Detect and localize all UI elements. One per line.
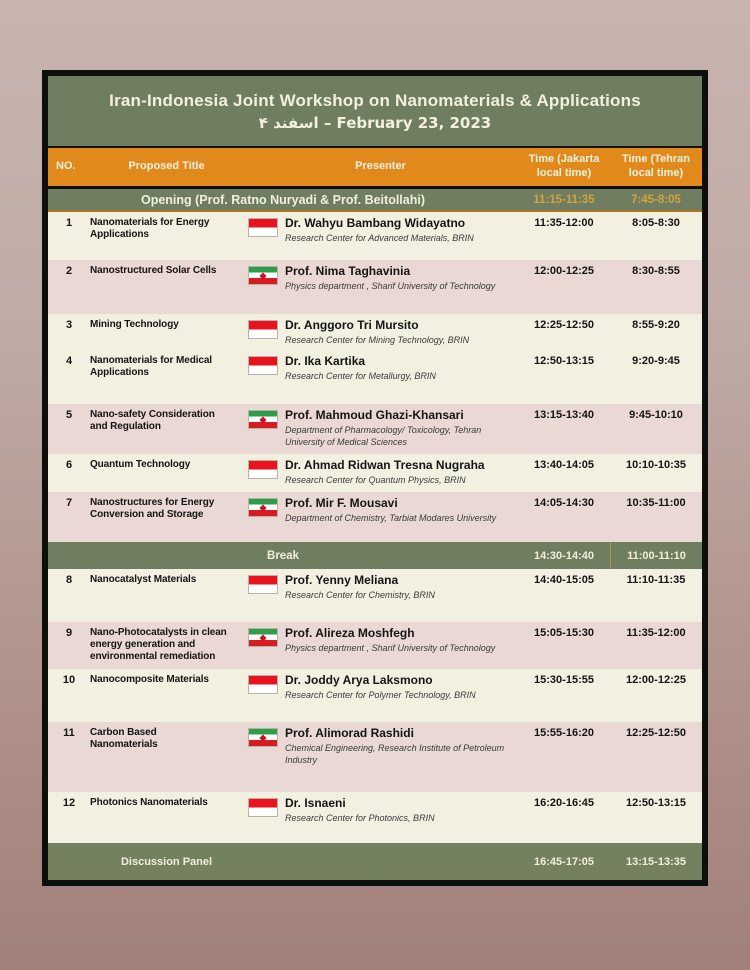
presenter-name: Dr. Wahyu Bambang Widayatno — [285, 216, 466, 230]
time-jakarta: 16:20-16:45 — [534, 797, 594, 809]
iran-flag-icon — [248, 728, 278, 747]
time-tehran: 10:10-10:35 — [626, 459, 686, 471]
presenter-info — [285, 409, 508, 448]
time-tehran: 8:30-8:55 — [632, 265, 680, 277]
session-title: Carbon Based Nanomaterials — [90, 727, 158, 751]
presenter-info — [285, 574, 435, 601]
session-number: 5 — [65, 409, 73, 421]
session-number: 8 — [65, 574, 73, 586]
session-number: 11 — [63, 727, 75, 739]
time-jakarta: 11:35-12:00 — [534, 217, 594, 229]
presenter-cell — [243, 319, 518, 346]
presenter-name: Dr. Ahmad Ridwan Tresna Nugraha — [285, 458, 485, 472]
time-tehran: 11:10-11:35 — [626, 574, 686, 586]
presenter-info — [285, 355, 436, 382]
schedule-card — [42, 70, 708, 886]
presenter-name: Dr. Joddy Arya Laksmono — [285, 673, 433, 687]
column-header-title: Proposed Title — [128, 160, 205, 173]
opening-label: Opening (Prof. Ratno Nuryadi & Prof. Beitollahi) — [140, 192, 426, 207]
session-title: Nanomaterials for Medical Applications — [90, 355, 212, 379]
session-row-7 — [48, 492, 702, 542]
presenter-name: Prof. Mir F. Mousavi — [285, 496, 398, 510]
session-title: Photonics Nanomaterials — [90, 797, 208, 808]
presenter-cell — [243, 217, 518, 244]
session-row-12 — [48, 792, 702, 843]
time-tehran: 9:20-9:45 — [632, 355, 680, 367]
time-jakarta: 14:05-14:30 — [534, 497, 594, 509]
session-number: 7 — [65, 497, 73, 509]
session-row-4 — [48, 350, 702, 404]
presenter-cell — [243, 459, 518, 486]
indonesia-flag-icon — [248, 575, 278, 594]
session-title: Mining Technology — [90, 319, 179, 330]
iran-flag-icon — [248, 498, 278, 517]
indonesia-flag-icon — [248, 218, 278, 237]
presenter-name: Dr. Isnaeni — [285, 796, 346, 810]
presenter-info — [285, 797, 435, 824]
session-row-5 — [48, 404, 702, 454]
session-title: Quantum Technology — [90, 459, 191, 470]
time-jakarta: 15:05-15:30 — [534, 627, 594, 639]
session-row-2 — [48, 260, 702, 314]
workshop-date: ۴ اسفند – February 23, 2023 — [258, 113, 492, 132]
presenter-affiliation: Research Center for Chemistry, BRIN — [285, 590, 435, 601]
presenter-affiliation: Physics department , Sharif University of Technology — [285, 643, 496, 654]
session-row-6 — [48, 454, 702, 492]
time-jakarta: 14:40-15:05 — [534, 574, 594, 586]
presenter-cell — [243, 727, 518, 766]
session-number: 12 — [62, 797, 76, 809]
presenter-info — [285, 459, 485, 486]
session-row-10 — [48, 669, 702, 722]
presenter-info — [285, 727, 508, 766]
column-header-row — [48, 146, 702, 189]
presenter-cell — [243, 409, 518, 448]
time-tehran: 12:50-13:15 — [626, 797, 686, 809]
schedule-sheet — [48, 76, 702, 880]
presenter-name: Prof. Alimorad Rashidi — [285, 726, 414, 740]
column-header-no: NO. — [56, 160, 76, 173]
presenter-affiliation: Research Center for Metallurgy, BRIN — [285, 371, 436, 382]
presenter-info — [285, 674, 476, 701]
break-time-jakarta: 14:30-14:40 — [534, 549, 594, 562]
time-jakarta: 15:30-15:55 — [534, 674, 594, 686]
discussion-time-jakarta: 16:45-17:05 — [534, 855, 594, 868]
presenter-cell — [243, 674, 518, 701]
presenter-affiliation: Department of Pharmacology/ Toxicology, Tehran University of Medical Sciences — [285, 425, 482, 448]
presenter-cell — [243, 627, 518, 654]
discussion-time-tehran: 13:15-13:35 — [626, 855, 686, 868]
column-header-time-tehran: Time (Tehran local time) — [621, 153, 691, 179]
presenter-name: Dr. Anggoro Tri Mursito — [285, 318, 419, 332]
break-row — [48, 542, 702, 569]
column-header-presenter: Presenter — [355, 160, 406, 173]
workshop-title: Iran-Indonesia Joint Workshop on Nanomaterials & Applications — [109, 90, 641, 110]
presenter-affiliation: Research Center for Advanced Materials, BRIN — [285, 233, 474, 244]
indonesia-flag-icon — [248, 675, 278, 694]
time-tehran: 9:45-10:10 — [629, 409, 683, 421]
time-jakarta: 13:15-13:40 — [534, 409, 594, 421]
presenter-name: Prof. Mahmoud Ghazi-Khansari — [285, 408, 464, 422]
opening-time-tehran: 7:45-8:05 — [631, 193, 681, 206]
session-number: 10 — [62, 674, 76, 686]
presenter-cell — [243, 797, 518, 824]
break-label: Break — [267, 549, 299, 562]
presenter-affiliation: Department of Chemistry, Tarbiat Modares University — [285, 513, 497, 524]
time-tehran: 8:55-9:20 — [632, 319, 680, 331]
session-title: Nanostructures for Energy Conversion and Storage — [90, 497, 215, 521]
presenter-cell — [243, 355, 518, 382]
presenter-cell — [243, 265, 518, 292]
session-title: Nano-safety Consideration and Regulation — [90, 409, 215, 433]
time-jakarta: 12:00-12:25 — [534, 265, 594, 277]
iran-flag-icon — [248, 266, 278, 285]
time-tehran: 8:05-8:30 — [632, 217, 680, 229]
presenter-info — [285, 627, 495, 654]
presenter-cell — [243, 497, 518, 524]
presenter-name: Dr. Ika Kartika — [285, 354, 366, 368]
session-number: 9 — [65, 627, 73, 639]
presenter-affiliation: Research Center for Quantum Physics, BRIN — [285, 475, 466, 486]
session-row-3 — [48, 314, 702, 350]
iran-flag-icon — [248, 410, 278, 429]
session-row-11 — [48, 722, 702, 792]
presenter-name: Prof. Yenny Meliana — [285, 573, 399, 587]
indonesia-flag-icon — [248, 798, 278, 817]
presenter-name: Prof. Nima Taghavinia — [285, 264, 411, 278]
time-tehran: 12:25-12:50 — [626, 727, 686, 739]
session-number: 2 — [65, 265, 73, 277]
time-jakarta: 12:50-13:15 — [534, 355, 594, 367]
session-row-8 — [48, 569, 702, 622]
opening-time-jakarta: 11:15-11:35 — [533, 193, 595, 206]
time-tehran: 10:35-11:00 — [626, 497, 686, 509]
presenter-cell — [243, 574, 518, 601]
session-title: Nano-Photocatalysts in clean energy generation and environmental remediation — [90, 627, 227, 663]
time-jakarta: 15:55-16:20 — [534, 727, 594, 739]
presenter-name: Prof. Alireza Moshfegh — [285, 626, 415, 640]
session-row-9 — [48, 622, 702, 669]
presenter-affiliation: Research Center for Photonics, BRIN — [285, 813, 435, 824]
session-number: 1 — [65, 217, 73, 229]
discussion-panel-label: Discussion Panel — [120, 855, 213, 868]
session-number: 4 — [65, 355, 73, 367]
time-jakarta: 13:40-14:05 — [534, 459, 594, 471]
session-number: 6 — [65, 459, 73, 471]
indonesia-flag-icon — [248, 460, 278, 479]
time-tehran: 12:00-12:25 — [626, 674, 686, 686]
time-tehran: 11:35-12:00 — [626, 627, 686, 639]
session-number: 3 — [65, 319, 73, 331]
discussion-panel-row — [48, 843, 702, 880]
presenter-info — [285, 319, 469, 346]
indonesia-flag-icon — [248, 356, 278, 375]
iran-flag-icon — [248, 628, 278, 647]
presenter-affiliation: Research Center for Polymer Technology, BRIN — [285, 690, 476, 701]
presenter-affiliation: Physics department , Sharif University of Technology — [285, 281, 496, 292]
presenter-info — [285, 497, 496, 524]
presenter-affiliation: Chemical Engineering, Research Institute of Petroleum Industry — [285, 743, 505, 766]
presenter-info — [285, 217, 474, 244]
indonesia-flag-icon — [248, 320, 278, 339]
presenter-info — [285, 265, 495, 292]
session-title: Nanocomposite Materials — [90, 674, 209, 685]
opening-row — [48, 189, 702, 212]
session-row-1 — [48, 212, 702, 260]
break-time-tehran: 11:00-11:10 — [610, 542, 702, 569]
title-band — [48, 76, 702, 146]
time-jakarta: 12:25-12:50 — [534, 319, 594, 331]
session-title: Nanostructured Solar Cells — [90, 265, 217, 276]
presenter-affiliation: Research Center for Mining Technology, BRIN — [285, 335, 470, 346]
session-title: Nanomaterials for Energy Applications — [90, 217, 210, 241]
column-header-time-jakarta: Time (Jakarta local time) — [528, 153, 600, 179]
session-title: Nanocatalyst Materials — [90, 574, 197, 585]
